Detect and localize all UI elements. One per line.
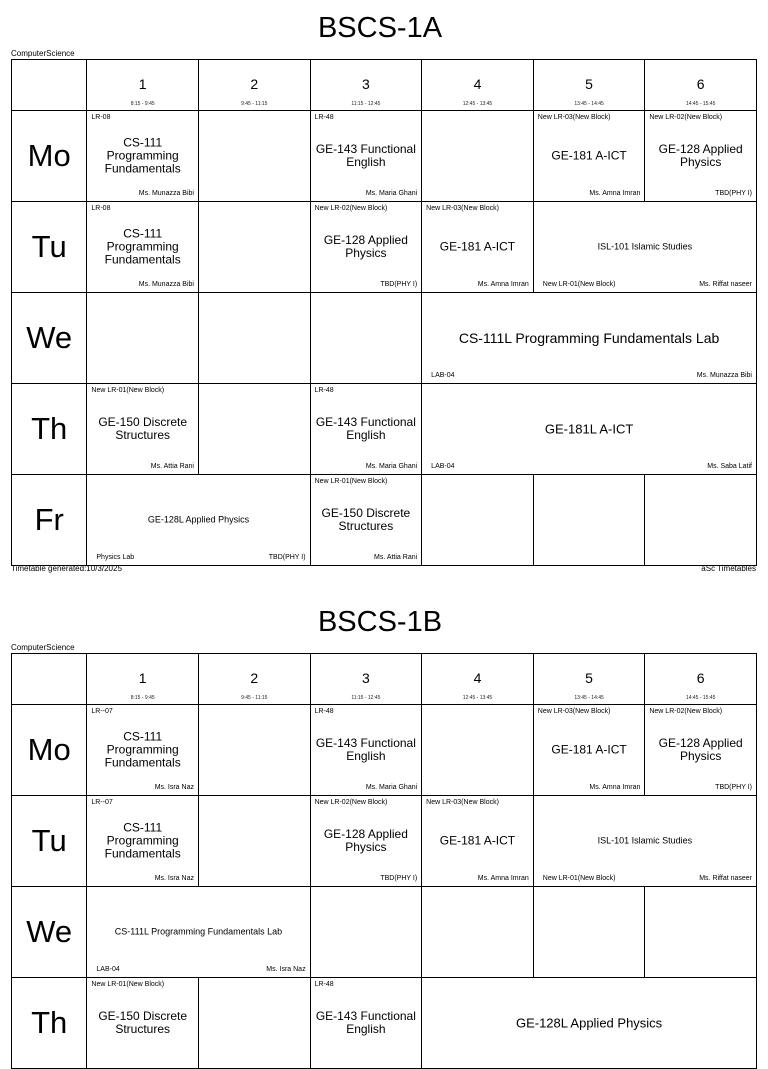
empty-cell [645, 887, 757, 978]
teacher-label: Ms. Amna Imran [589, 784, 641, 791]
period-time: 8:15 - 9:45 [130, 695, 155, 701]
timetable-title: BSCS-1A [317, 12, 443, 44]
period-time: 11:15 - 12:45 [351, 101, 381, 107]
room-label: LR--07 [91, 708, 113, 715]
period-number: 3 [361, 76, 370, 92]
teacher-label: Ms. Maria Ghani [365, 463, 418, 470]
empty-cell [310, 293, 422, 384]
lesson-cell[interactable] [533, 705, 645, 796]
empty-cell [645, 475, 757, 566]
teacher-label: Ms. Riffat naseer [699, 281, 752, 288]
teacher-label: Ms. Amna Imran [477, 875, 529, 882]
subject-label: GE-143 Functional English [315, 415, 416, 442]
room-label: New LR-03(New Block) [426, 205, 499, 212]
generator-credit: aSc Timetables [701, 564, 756, 573]
room-label: New LR-01(New Block) [314, 478, 388, 485]
period-number: 6 [696, 670, 705, 686]
lesson-cell[interactable] [645, 705, 757, 796]
period-number: 3 [361, 670, 370, 686]
teacher-label: Ms. Isra Naz [154, 784, 194, 791]
corner-cell [12, 60, 87, 111]
teacher-label: TBD(PHY I) [380, 875, 418, 882]
subject-label: GE-128 Applied Physics [323, 827, 408, 854]
day-label-cell [12, 887, 87, 978]
lesson-cell[interactable] [87, 705, 199, 796]
timetable-title: BSCS-1B [317, 606, 443, 638]
room-label: New LR-02(New Block) [649, 114, 723, 121]
room-label: New LR-01(New Block) [91, 387, 165, 394]
lesson-cell[interactable] [310, 111, 422, 202]
subject-label: GE-181L A-ICT [544, 421, 634, 437]
lesson-cell[interactable] [310, 202, 422, 293]
teacher-label: TBD(PHY I) [715, 784, 752, 791]
period-number: 1 [138, 670, 147, 686]
empty-cell [198, 796, 310, 887]
lesson-cell[interactable] [310, 978, 422, 1069]
subject-label: GE-150 Discrete Structures [98, 1009, 188, 1036]
period-header [87, 60, 199, 111]
room-label: LAB-04 [431, 463, 455, 470]
teacher-label: Ms. Isra Naz [266, 966, 306, 973]
room-label: New LR-01(New Block) [542, 875, 616, 882]
empty-cell [87, 293, 199, 384]
period-time: 14:45 - 15:45 [685, 101, 716, 107]
period-header [310, 60, 422, 111]
teacher-label: Ms. Maria Ghani [365, 190, 418, 197]
empty-cell [422, 887, 534, 978]
period-number: 2 [250, 76, 259, 92]
empty-cell [422, 111, 534, 202]
empty-cell [422, 705, 534, 796]
subject-label: GE-181 A-ICT [551, 742, 627, 757]
day-name: Tu [31, 229, 67, 264]
subject-label: CS-111L Programming Fundamentals Lab [458, 330, 720, 346]
room-label: LR-08 [91, 114, 111, 121]
empty-cell [533, 887, 645, 978]
subject-label: CS-111 Programming Fundamentals [104, 226, 181, 267]
lesson-cell[interactable] [422, 796, 534, 887]
day-name: We [26, 914, 73, 949]
subject-label: GE-150 Discrete Structures [98, 415, 188, 442]
subject-label: GE-181 A-ICT [551, 148, 627, 163]
period-number: 6 [696, 76, 705, 92]
period-header [422, 60, 534, 111]
teacher-label: Ms. Munazza Bibi [138, 190, 194, 197]
subject-label: GE-128 Applied Physics [658, 736, 743, 763]
period-number: 4 [473, 76, 482, 92]
subject-label: CS-111L Programming Fundamentals Lab [114, 926, 283, 937]
day-label-cell [12, 293, 87, 384]
subject-label: GE-143 Functional English [315, 736, 416, 763]
subject-label: CS-111 Programming Fundamentals [104, 729, 181, 770]
period-header [87, 654, 199, 705]
subject-label: GE-150 Discrete Structures [321, 506, 411, 533]
day-label-cell [12, 475, 87, 566]
period-time: 11:15 - 12:45 [351, 695, 381, 701]
period-header [533, 60, 645, 111]
day-label-cell [12, 705, 87, 796]
period-time: 12:45 - 13:45 [462, 695, 493, 701]
day-label-cell [12, 202, 87, 293]
period-header [533, 654, 645, 705]
subject-label: GE-143 Functional English [315, 1009, 416, 1036]
lesson-cell-wide[interactable] [533, 202, 756, 293]
empty-cell [310, 887, 422, 978]
period-time: 9:45 - 11:15 [241, 101, 268, 107]
department-label: ComputerScience [11, 49, 75, 58]
period-header [645, 654, 757, 705]
empty-cell [422, 475, 534, 566]
teacher-label: Ms. Saba Latif [707, 463, 752, 470]
generated-date: Timetable generated:10/3/2025 [11, 564, 122, 573]
subject-label: GE-128L Applied Physics [147, 514, 250, 525]
teacher-label: Ms. Munazza Bibi [138, 281, 194, 288]
period-header [422, 654, 534, 705]
day-name: Th [31, 411, 68, 446]
lesson-cell[interactable] [533, 111, 645, 202]
room-label: New LR-01(New Block) [91, 981, 165, 988]
period-number: 5 [585, 76, 593, 92]
lesson-cell[interactable] [310, 384, 422, 475]
lesson-cell[interactable] [310, 705, 422, 796]
room-label: LR-48 [314, 114, 334, 121]
period-number: 5 [585, 670, 593, 686]
subject-label: CS-111 Programming Fundamentals [104, 135, 181, 176]
day-label-cell [12, 111, 87, 202]
lesson-cell-wide[interactable] [422, 384, 757, 475]
teacher-label: Ms. Riffat naseer [699, 875, 752, 882]
corner-cell [12, 654, 87, 705]
teacher-label: Ms. Maria Ghani [365, 784, 418, 791]
teacher-label: TBD(PHY I) [715, 190, 752, 197]
lesson-cell-wide[interactable] [87, 475, 310, 566]
empty-cell [533, 475, 645, 566]
lesson-cell[interactable] [87, 111, 199, 202]
lesson-cell[interactable] [87, 384, 199, 475]
empty-cell [198, 705, 310, 796]
room-label: New LR-02(New Block) [314, 799, 388, 806]
lesson-cell-wide[interactable] [533, 796, 756, 887]
period-number: 1 [138, 76, 147, 92]
lesson-cell[interactable] [87, 202, 199, 293]
room-label: Physics Lab [96, 554, 135, 561]
teacher-label: Ms. Amna Imran [477, 281, 529, 288]
period-time: 8:15 - 9:45 [130, 101, 155, 107]
room-label: LAB-04 [96, 966, 120, 973]
period-time: 13:45 - 14:45 [574, 695, 604, 701]
lesson-cell-wide[interactable] [422, 293, 757, 384]
lesson-cell[interactable] [310, 475, 422, 566]
teacher-label: TBD(PHY I) [380, 281, 418, 288]
subject-label: GE-181 A-ICT [439, 833, 516, 848]
subject-label: CS-111 Programming Fundamentals [104, 820, 181, 861]
subject-label: GE-143 Functional English [315, 142, 416, 169]
day-label-cell [12, 796, 87, 887]
teacher-label: Ms. Attia Rani [373, 554, 418, 561]
room-label: New LR-02(New Block) [314, 205, 388, 212]
room-label: LR-48 [314, 981, 334, 988]
teacher-label: Ms. Isra Naz [154, 875, 194, 882]
period-number: 4 [473, 670, 482, 686]
day-label-cell [12, 384, 87, 475]
lesson-cell[interactable] [422, 202, 534, 293]
period-number: 2 [250, 670, 259, 686]
day-name: Mo [27, 138, 71, 173]
timetable-grid [11, 653, 757, 1069]
empty-cell [198, 293, 310, 384]
lesson-cell[interactable] [645, 111, 757, 202]
room-label: LAB-04 [431, 372, 455, 379]
subject-label: GE-128 Applied Physics [323, 233, 408, 260]
room-label: New LR-03(New Block) [537, 114, 611, 121]
day-name: Th [31, 1005, 68, 1040]
lesson-cell[interactable] [87, 978, 199, 1069]
room-label: LR--07 [91, 799, 113, 806]
subject-label: ISL-101 Islamic Studies [597, 241, 693, 252]
lesson-cell-wide[interactable] [87, 887, 310, 978]
period-header [198, 60, 310, 111]
day-name: Fr [34, 502, 64, 537]
room-label: New LR-03(New Block) [426, 799, 499, 806]
period-time: 13:45 - 14:45 [574, 101, 604, 107]
lesson-cell-wide[interactable] [422, 978, 757, 1069]
period-time: 9:45 - 11:15 [241, 695, 268, 701]
teacher-label: TBD(PHY I) [268, 554, 306, 561]
subject-label: ISL-101 Islamic Studies [597, 835, 693, 846]
period-header [198, 654, 310, 705]
lesson-cell[interactable] [310, 796, 422, 887]
department-label: ComputerScience [11, 643, 75, 652]
room-label: New LR-02(New Block) [649, 708, 723, 715]
room-label: LR-08 [91, 205, 111, 212]
day-name: Mo [27, 732, 71, 767]
lesson-cell[interactable] [87, 796, 199, 887]
empty-cell [198, 978, 310, 1069]
teacher-label: Ms. Munazza Bibi [696, 372, 752, 379]
day-name: We [26, 320, 73, 355]
room-label: New LR-03(New Block) [537, 708, 611, 715]
timetable-grid [11, 59, 757, 566]
day-label-cell [12, 978, 87, 1069]
empty-cell [198, 202, 310, 293]
teacher-label: Ms. Attia Rani [150, 463, 194, 470]
period-time: 12:45 - 13:45 [462, 101, 493, 107]
period-time: 14:45 - 15:45 [685, 695, 716, 701]
room-label: LR-48 [314, 708, 334, 715]
teacher-label: Ms. Amna Imran [589, 190, 641, 197]
empty-cell [198, 384, 310, 475]
subject-label: GE-128L Applied Physics [515, 1015, 663, 1031]
day-name: Tu [31, 823, 67, 858]
subject-label: GE-181 A-ICT [439, 239, 516, 254]
period-header [645, 60, 757, 111]
subject-label: GE-128 Applied Physics [658, 142, 743, 169]
room-label: New LR-01(New Block) [542, 281, 616, 288]
empty-cell [198, 111, 310, 202]
room-label: LR-48 [314, 387, 334, 394]
period-header [310, 654, 422, 705]
